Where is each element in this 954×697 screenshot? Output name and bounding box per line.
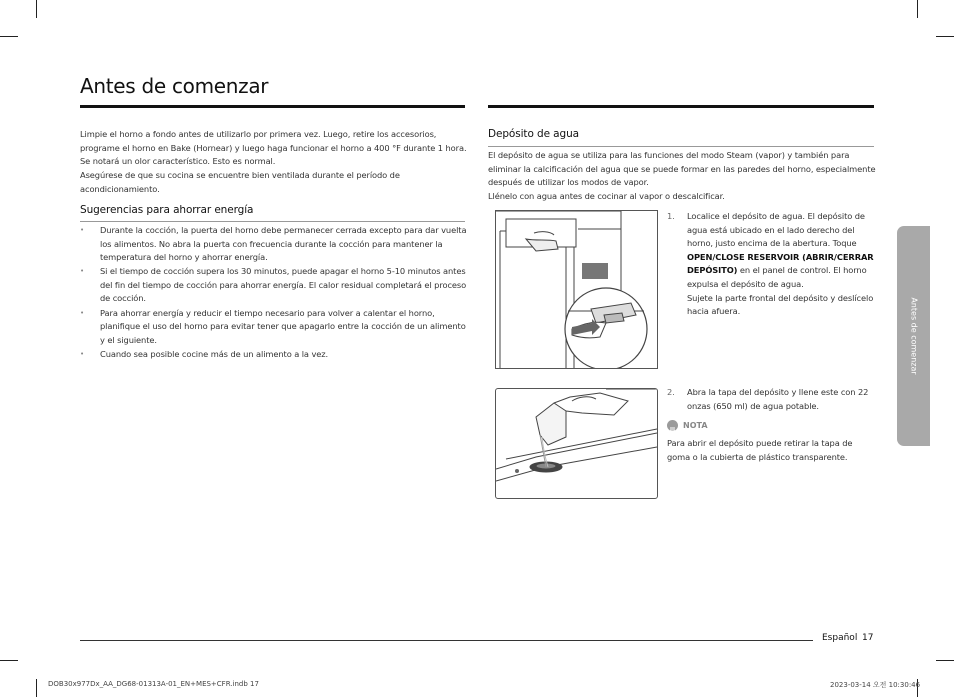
step-1-text-cont: en el panel de control. El horno expulsa el depósito de agua. (687, 265, 867, 289)
step-2 (667, 386, 877, 416)
crop-mark (36, 0, 37, 18)
print-slug-file: DOB30x977Dx_AA_DG68-01313A-01_EN+MES+CFR.indb 17 (48, 680, 259, 688)
step-1 (667, 210, 877, 330)
step-2-text: Abra la tapa del depósito y llene este con 22 onzas (650 ml) de agua potable. (687, 387, 869, 411)
note-label: NOTA (683, 421, 708, 430)
print-slug-date: 2023-03-14 오전 10:30:46 (830, 681, 921, 689)
list-item: • Si el tiempo de cocción supera los 30 minutos, puede apagar el horno 5-10 minutos antes del fin del tiempo de cocción para ahorrar energía. El calor residual completará el proceso de cocción. (80, 265, 468, 306)
page-title: Antes de comenzar (80, 74, 269, 98)
reservoir-heading-rule (488, 146, 874, 147)
ventilation-paragraph: Asegúrese de que su cocina se encuentre bien ventilada durante el período de acondicionamiento. (80, 170, 400, 194)
tips-heading-rule (80, 221, 465, 222)
step-1-slide-text: Sujete la parte frontal del depósito y deslícelo hacia afuera. (687, 292, 874, 317)
footer-language: Español (822, 633, 858, 643)
step-number: 2. (667, 387, 675, 397)
side-tab-label: Antes de comenzar (909, 297, 918, 375)
crop-mark (917, 0, 918, 18)
intro-paragraph: Limpie el horno a fondo antes de utilizarlo por primera vez. Luego, retire los accesorios, programe el horno en Bake (Hornear) y luego haga funcionar el horno a 400 °F durante 1 hora. Se notará un olor característico. Esto es normal. (80, 129, 467, 167)
list-item: • Para ahorrar energía y reducir el tiempo necesario para volver a calentar el horno, planifique el uso del horno para evitar tener que apagarlo entre la cocción de un alimento y el siguiente. (80, 307, 468, 348)
crop-mark (936, 36, 954, 37)
footer-rule (80, 640, 813, 641)
right-column-rule (488, 105, 874, 108)
pouring-water-illustration (496, 389, 657, 498)
note-icon (667, 420, 678, 431)
list-item: • Cuando sea posible cocine más de un alimento a la vez. (80, 348, 468, 362)
crop-mark (0, 36, 18, 37)
step-number: 1. (667, 211, 675, 221)
list-item: • Durante la cocción, la puerta del horno debe permanecer cerrada excepto para dar vuelta los alimentos. No abra la puerta con frecuencia durante la cocción para mantener la temperatura del horno y ahorrar energía. (80, 224, 468, 265)
page-number: 17 (862, 633, 874, 643)
crop-mark (0, 660, 18, 661)
note-text: Para abrir el depósito puede retirar la tapa de goma o la cubierta de plástico transparente. (667, 438, 853, 462)
tips-heading: Sugerencias para ahorrar energía (80, 204, 254, 216)
step-1-text: Localice el depósito de agua. El depósito de agua está ubicado en el lado derecho del horno, justo encima de la abertura. Toque (687, 211, 865, 249)
figure-fill-reservoir (495, 388, 658, 499)
reservoir-heading: Depósito de agua (488, 128, 579, 140)
oven-reservoir-illustration (496, 211, 657, 368)
reservoir-intro-2: Llénelo con agua antes de cocinar al vapor o descalcificar. (488, 191, 725, 201)
left-column-rule (80, 105, 465, 108)
energy-tips-list (80, 224, 468, 362)
chapter-side-tab (897, 226, 930, 446)
crop-mark (36, 679, 37, 697)
reservoir-intro: El depósito de agua se utiliza para las funciones del modo Steam (vapor) y también para eliminar la calcificación del agua que se puede formar en las paredes del horno, especialmente después de utilizar los modos de vapor. (488, 150, 876, 188)
crop-mark (936, 660, 954, 661)
figure-locate-reservoir (495, 210, 658, 369)
control-button-label: OPEN/CLOSE RESERVOIR (ABRIR/CERRAR DEPÓSITO) (687, 251, 874, 276)
